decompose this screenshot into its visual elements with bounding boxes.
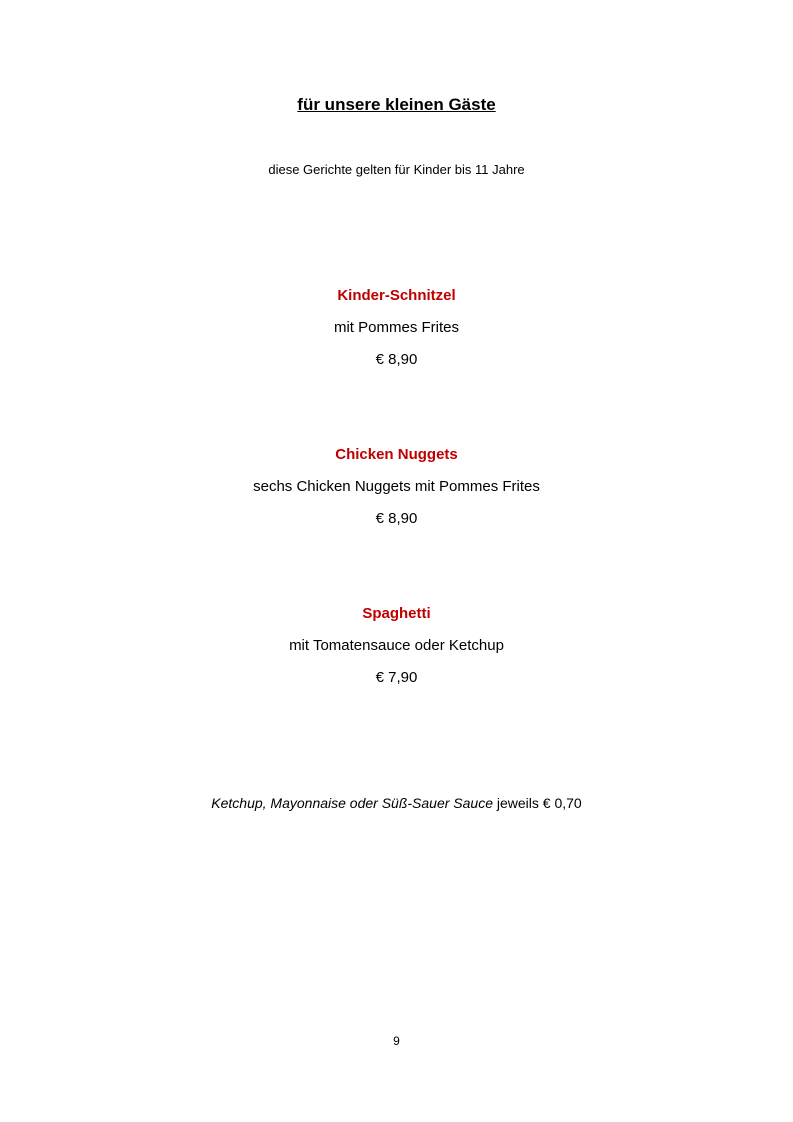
page-title: für unsere kleinen Gäste (297, 95, 496, 114)
extras-items: Ketchup, Mayonnaise oder Süß-Sauer Sauce (211, 795, 493, 811)
page-number: 9 (393, 1034, 400, 1048)
dish-price-chicken-nuggets: € 8,90 (375, 510, 418, 527)
dish-description-spaghetti: mit Tomatensauce oder Ketchup (289, 637, 504, 654)
dish-price-kinder-schnitzel: € 8,90 (375, 351, 418, 368)
dish-name-kinder-schnitzel: Kinder-Schnitzel (337, 287, 456, 304)
dish-description-kinder-schnitzel: mit Pommes Frites (333, 319, 459, 336)
dish-price-spaghetti: € 7,90 (375, 669, 418, 686)
dish-description-chicken-nuggets: sechs Chicken Nuggets mit Pommes Frites (253, 478, 540, 495)
page-subtitle: diese Gerichte gelten für Kinder bis 11 Jahre (268, 162, 525, 177)
extras-price: jeweils € 0,70 (496, 795, 582, 811)
extras-line (0, 795, 793, 811)
dish-name-spaghetti: Spaghetti (362, 605, 431, 622)
dish-name-chicken-nuggets: Chicken Nuggets (335, 446, 458, 463)
